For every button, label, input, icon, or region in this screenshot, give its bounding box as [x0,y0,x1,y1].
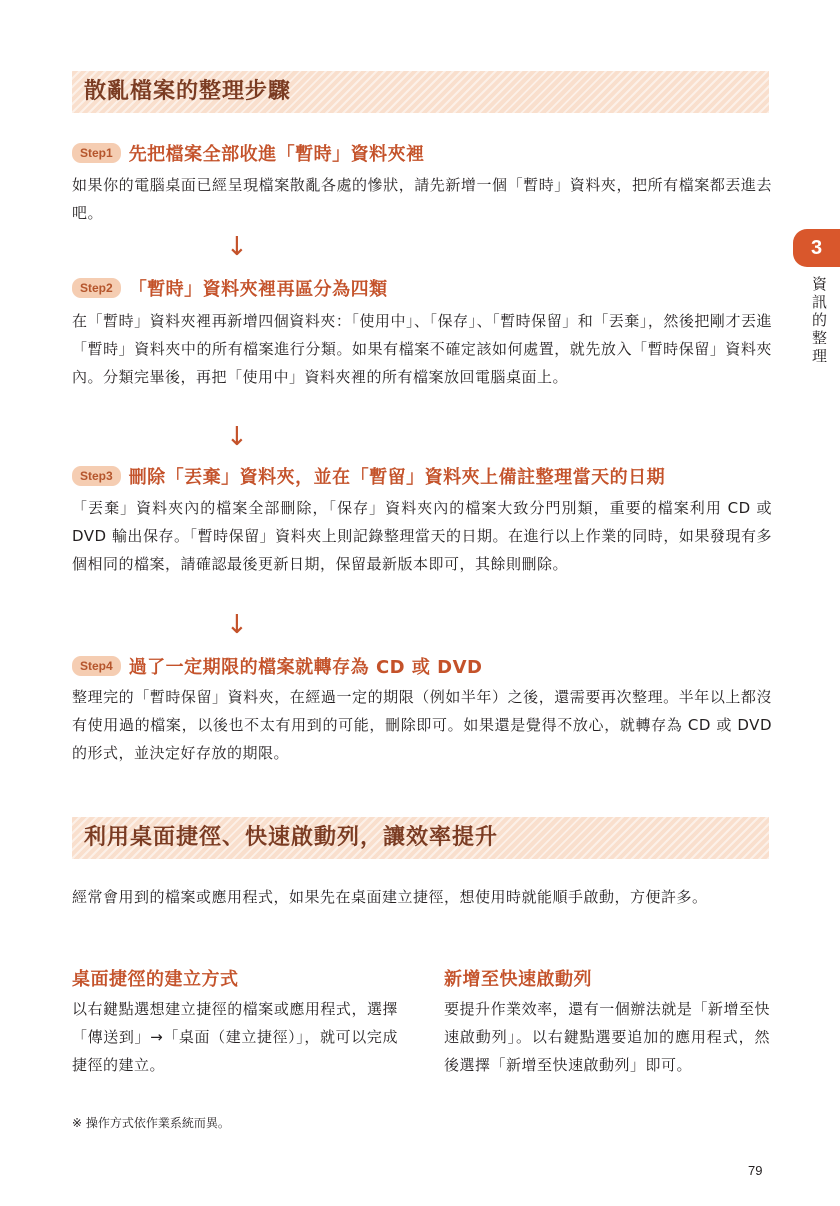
step-4-title: 過了一定期限的檔案就轉存為 CD 或 DVD [128,657,483,678]
step-3-body: 「丟棄」資料夾內的檔案全部刪除，「保存」資料夾內的檔案大致分門別類，重要的檔案利用 CD 或 DVD 輸出保存。「暫時保留」資料夾上則記錄整理當天的日期。在進行以上作業的同時，如果發現有多個相同的檔案，請確認最後更新日期，保留最新版本即可，其餘則刪除。 [72,499,772,573]
quick-launch-title: 新增至快速啟動列 [444,969,592,990]
chapter-label: 資訊的整理 [810,276,828,366]
step-3-title: 刪除「丟棄」資料夾，並在「暫留」資料夾上備註整理當天的日期 [128,467,666,488]
section-banner-shortcuts: 利用桌面捷徑、快速啟動列，讓效率提升 [72,817,769,859]
down-arrow-icon: ↓ [226,610,248,640]
quick-launch-body: 要提升作業效率，還有一個辦法就是「新增至快速啟動列」。以右鍵點選要追加的應用程式，然後選擇「新增至快速啟動列」即可。 [444,1000,770,1074]
step-1-heading [72,140,425,166]
step-4-heading [72,653,482,679]
step-1-body: 如果你的電腦桌面已經呈現檔案散亂各處的慘狀，請先新增一個「暫時」資料夾，把所有檔案都丟進去吧。 [72,176,772,222]
step-3-badge: Step3 [72,466,121,486]
desktop-shortcut-body: 以右鍵點選想建立捷徑的檔案或應用程式，選擇「傳送到」→「桌面（建立捷徑）」，就可以完成捷徑的建立。 [72,1000,398,1074]
chapter-number-tab: 3 [793,229,840,267]
step-4-badge: Step4 [72,656,121,676]
step-2-heading [72,275,388,301]
step-2-title: 「暫時」資料夾裡再區分為四類 [128,279,388,300]
down-arrow-icon: ↓ [226,232,248,262]
step-4-body: 整理完的「暫時保留」資料夾，在經過一定的期限（例如半年）之後，還需要再次整理。半年以上都沒有使用過的檔案，以後也不太有用到的可能，刪除即可。如果還是覺得不放心，就轉存為 CD 或 DVD 的形式，並決定好存放的期限。 [72,688,772,762]
section-banner-sorting-steps: 散亂檔案的整理步驟 [72,71,769,113]
desktop-shortcut-title: 桌面捷徑的建立方式 [72,969,239,990]
down-arrow-icon: ↓ [226,422,248,452]
page-number: 79 [748,1163,763,1178]
footnote: ※ 操作方式依作業系統而異。 [72,1116,230,1130]
shortcuts-intro: 經常會用到的檔案或應用程式，如果先在桌面建立捷徑，想使用時就能順手啟動，方便許多。 [72,888,708,906]
step-1-title: 先把檔案全部收進「暫時」資料夾裡 [128,144,425,165]
step-2-body: 在「暫時」資料夾裡再新增四個資料夾：「使用中」、「保存」、「暫時保留」和「丟棄」，然後把剛才丟進「暫時」資料夾中的所有檔案進行分類。如果有檔案不確定該如何處置，就先放入「暫時保留」資料夾內。分類完畢後，再把「使用中」資料夾裡的所有檔案放回電腦桌面上。 [72,312,772,386]
step-3-heading [72,463,665,489]
step-1-badge: Step1 [72,143,121,163]
step-2-badge: Step2 [72,278,121,298]
